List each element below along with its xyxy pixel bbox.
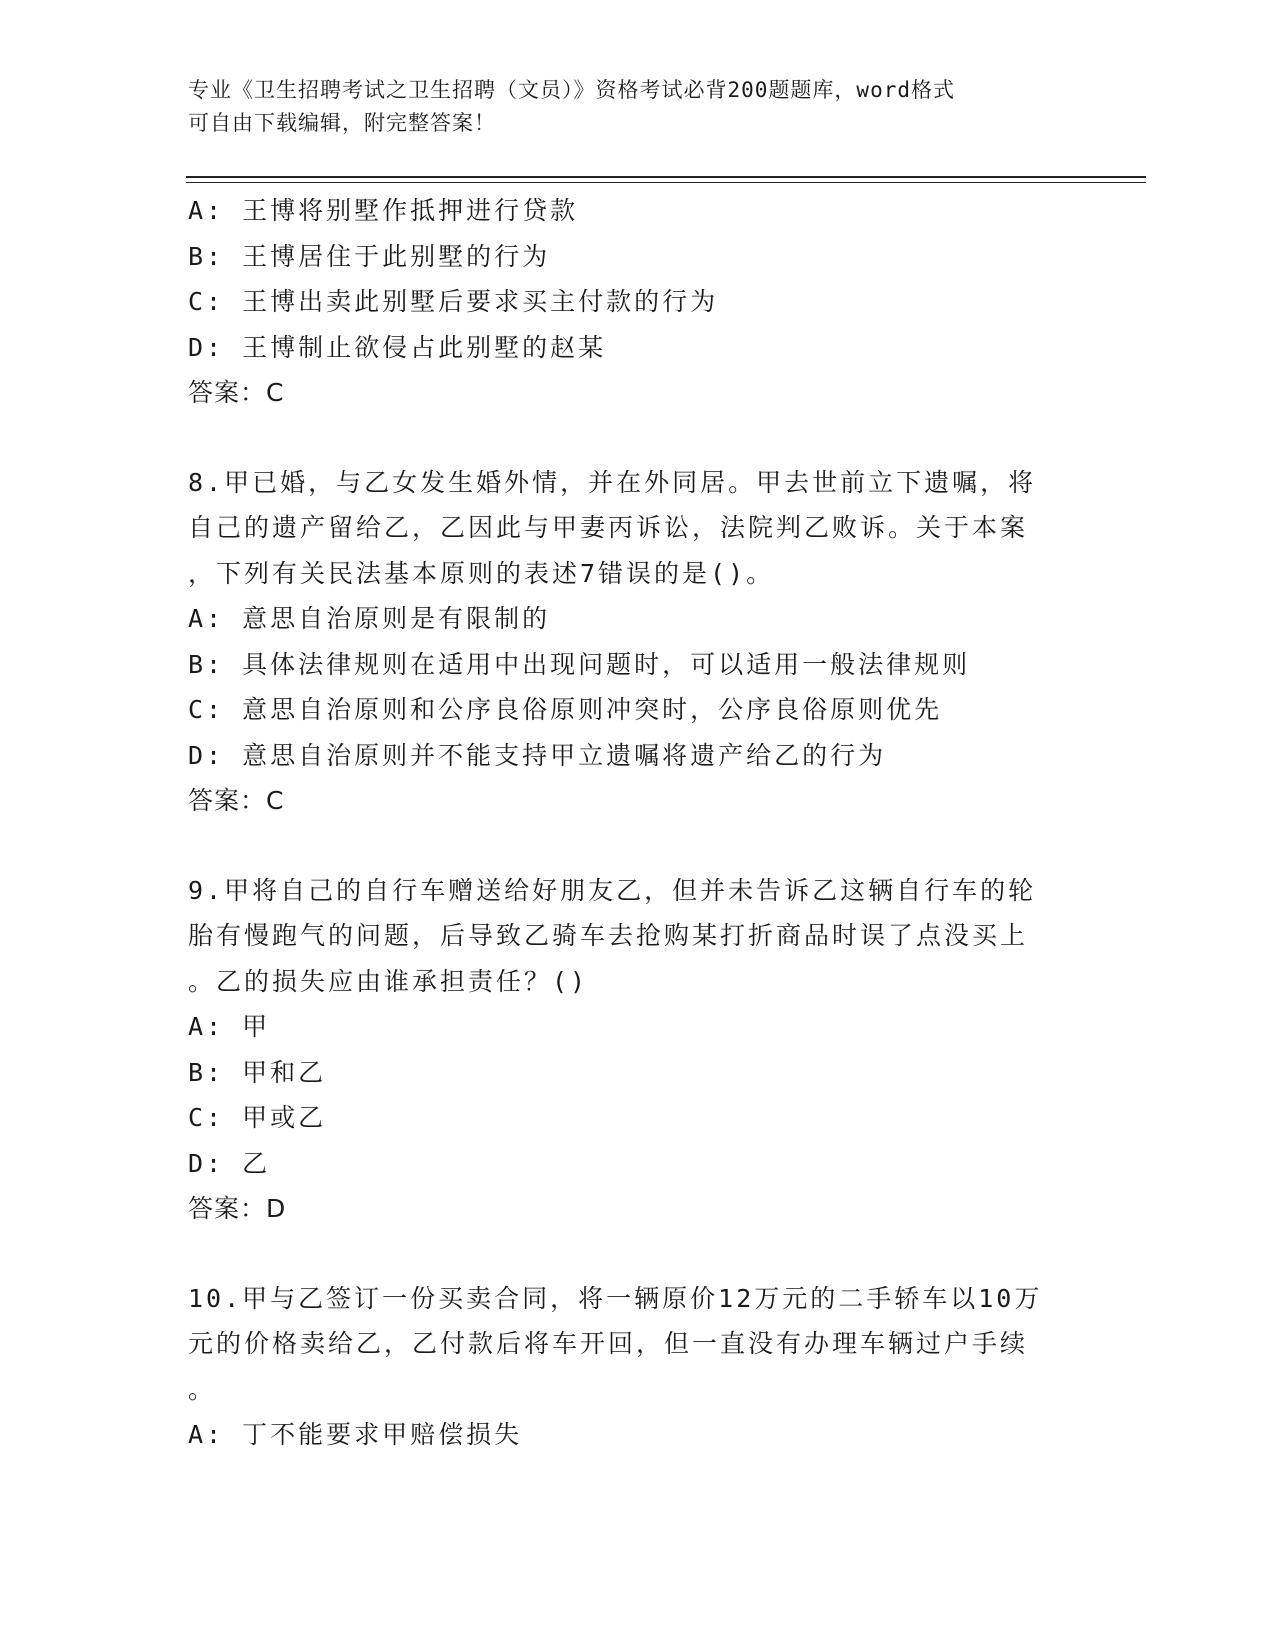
question-stem-line: 自己的遗产留给乙，乙因此与甲妻丙诉讼，法院判乙败诉。关于本案 — [188, 513, 1029, 542]
question-stem-line: 8.甲已婚，与乙女发生婚外情，并在外同居。甲去世前立下遗嘱，将 — [188, 467, 1037, 497]
option-d: D: 意思自治原则并不能支持甲立遗嘱将遗产给乙的行为 — [188, 740, 887, 770]
option-b: B: 甲和乙 — [188, 1057, 327, 1087]
spacer — [188, 1232, 1088, 1276]
option-d: D: 乙 — [188, 1148, 271, 1178]
option-a: A: 甲 — [188, 1012, 271, 1041]
document-header — [188, 74, 1068, 140]
question-7 — [188, 188, 1088, 416]
question-stem-line: 9.甲将自己的自行车赠送给好朋友乙，但并未告诉乙这辆自行车的轮 — [188, 875, 1037, 905]
header-divider-thin — [186, 182, 1146, 183]
question-stem-line: ，下列有关民法基本原则的表述7错误的是()。 — [188, 558, 775, 588]
question-8 — [188, 460, 1088, 824]
option-c: C: 甲或乙 — [188, 1103, 327, 1132]
spacer — [188, 416, 1088, 460]
question-9 — [188, 868, 1088, 1232]
question-list — [188, 188, 1088, 1458]
question-stem-line: 。 — [188, 1374, 217, 1404]
option-a: A: 意思自治原则是有限制的 — [188, 604, 551, 633]
spacer — [188, 824, 1088, 868]
answer: 答案：D — [188, 1194, 287, 1223]
header-line-1: 专业《卫生招聘考试之卫生招聘（文员）》资格考试必背200题题库，word格式 — [188, 78, 955, 102]
option-b: B: 具体法律规则在适用中出现问题时，可以适用一般法律规则 — [188, 649, 971, 679]
answer: 答案：C — [188, 786, 285, 815]
question-10 — [188, 1276, 1088, 1458]
question-stem-line: 。乙的损失应由谁承担责任？() — [188, 966, 589, 996]
option-a: A: 丁不能要求甲赔偿损失 — [188, 1420, 523, 1449]
header-line-2: 可自由下载编辑，附完整答案！ — [188, 111, 496, 135]
header-divider-thick — [186, 176, 1146, 178]
option-c: C: 意思自治原则和公序良俗原则冲突时，公序良俗原则优先 — [188, 695, 943, 724]
question-stem-line: 10.甲与乙签订一份买卖合同，将一辆原价12万元的二手轿车以10万 — [188, 1283, 1043, 1313]
question-stem-line: 元的价格卖给乙，乙付款后将车开回，但一直没有办理车辆过户手续 — [188, 1329, 1029, 1358]
option-a: A: 王博将别墅作抵押进行贷款 — [188, 196, 579, 225]
option-c: C: 王博出卖此别墅后要求买主付款的行为 — [188, 287, 719, 316]
option-b: B: 王博居住于此别墅的行为 — [188, 241, 551, 271]
question-stem-line: 胎有慢跑气的问题，后导致乙骑车去抢购某打折商品时误了点没买上 — [188, 921, 1029, 950]
answer: 答案：C — [188, 378, 285, 407]
option-d: D: 王博制止欲侵占此别墅的赵某 — [188, 332, 607, 362]
